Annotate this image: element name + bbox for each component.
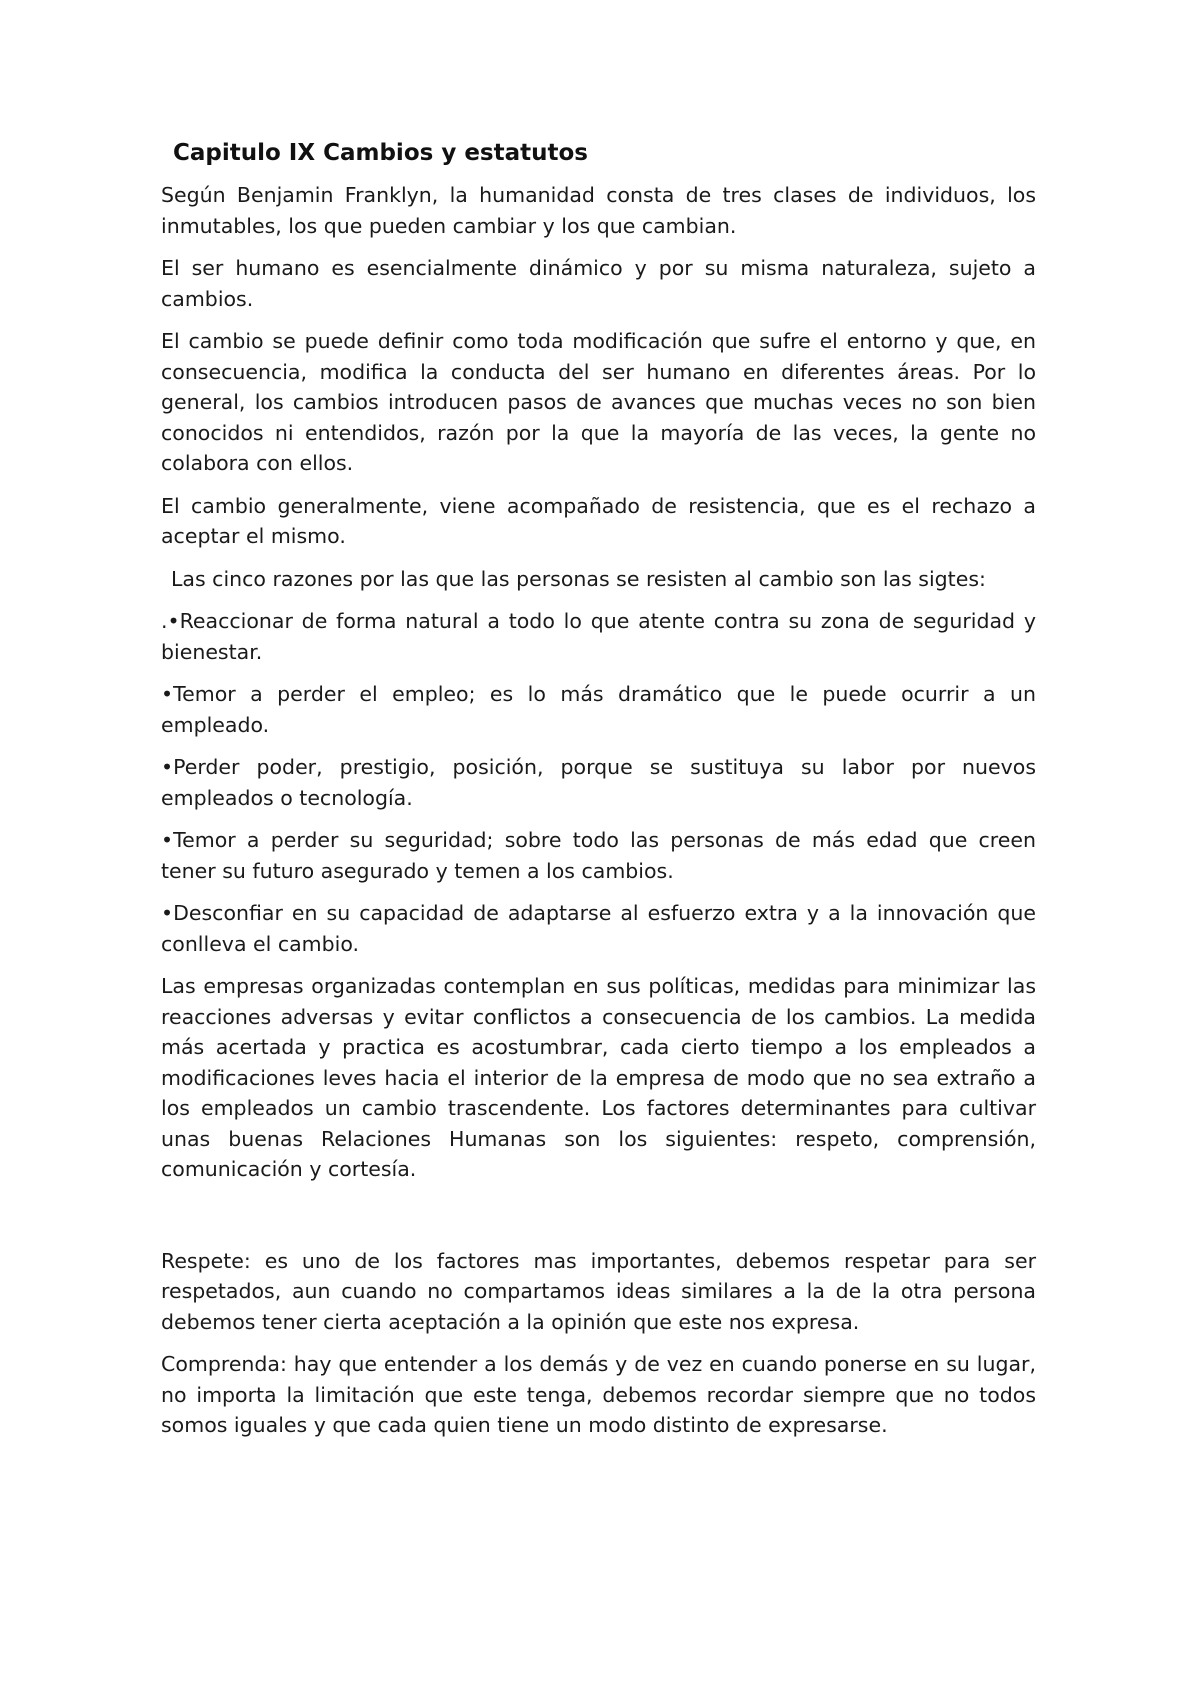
paragraph-definicion-cambio: El cambio se puede definir como toda modificación que sufre el entorno y que, en consecuencia, modifica la conducta del ser humano en diferentes áreas. Por lo general, los cambios introducen pasos de avances que muchas veces no son bien conocidos ni entendidos, razón por la que la mayoría de las veces, la gente no colabora con ellos. — [161, 329, 1036, 475]
paragraph-ser-humano: El ser humano es esencialmente dinámico y por su misma naturaleza, sujeto a cambios. — [161, 256, 1036, 311]
document-page — [161, 138, 1036, 1453]
paragraph-resistencia: El cambio generalmente, viene acompañado de resistencia, que es el rechazo a aceptar el mismo. — [161, 493, 1036, 548]
paragraph-respete: Respete: es uno de los factores mas importantes, debemos respetar para ser respetados, aun cuando no compartamos ideas similares a la de la otra persona debemos tener cierta aceptación a la opinión que este nos expresa. — [161, 1248, 1036, 1334]
blank-line — [161, 1197, 1036, 1246]
paragraph-comprenda: Comprenda: hay que entender a los demás y de vez en cuando ponerse en su lugar, no importa la limitación que este tenga, debemos recordar siempre que no todos somos iguales y que cada quien tiene un modo distinto de expresarse. — [161, 1352, 1036, 1437]
list-item-reaccionar: .•Reaccionar de forma natural a todo lo que atente contra su zona de seguridad y bienestar. — [161, 609, 1036, 664]
list-item-perder-poder: •Perder poder, prestigio, posición, porque se sustituya su labor por nuevos empleados o tecnología. — [161, 755, 1036, 810]
list-item-desconfiar: •Desconfiar en su capacidad de adaptarse al esfuerzo extra y a la innovación que conlleva el cambio. — [161, 901, 1036, 956]
list-item-temor-empleo: •Temor a perder el empleo; es lo más dramático que le puede ocurrir a un empleado. — [161, 682, 1036, 737]
list-item-temor-seguridad: •Temor a perder su seguridad; sobre todo las personas de más edad que creen tener su futuro asegurado y temen a los cambios. — [161, 828, 1036, 883]
paragraph-cinco-razones: Las cinco razones por las que las personas se resisten al cambio son las sigtes: — [171, 566, 986, 591]
paragraph-empresas: Las empresas organizadas contemplan en sus políticas, medidas para minimizar las reacciones adversas y evitar conflictos a consecuencia de los cambios. La medida más acertada y practica es acostumbrar, cada cierto tiempo a los empleados a modificaciones leves hacia el interior de la empresa de modo que no sea extraño a los empleados un cambio trascendente. Los factores determinantes para cultivar unas buenas Relaciones Humanas son los siguientes: respeto, comprensión, comunicación y cortesía. — [161, 974, 1036, 1181]
paragraph-franklyn: Según Benjamin Franklyn, la humanidad consta de tres clases de individuos, los inmutables, los que pueden cambiar y los que cambian. — [161, 183, 1036, 238]
chapter-title: Capitulo IX Cambios y estatutos — [173, 140, 588, 166]
